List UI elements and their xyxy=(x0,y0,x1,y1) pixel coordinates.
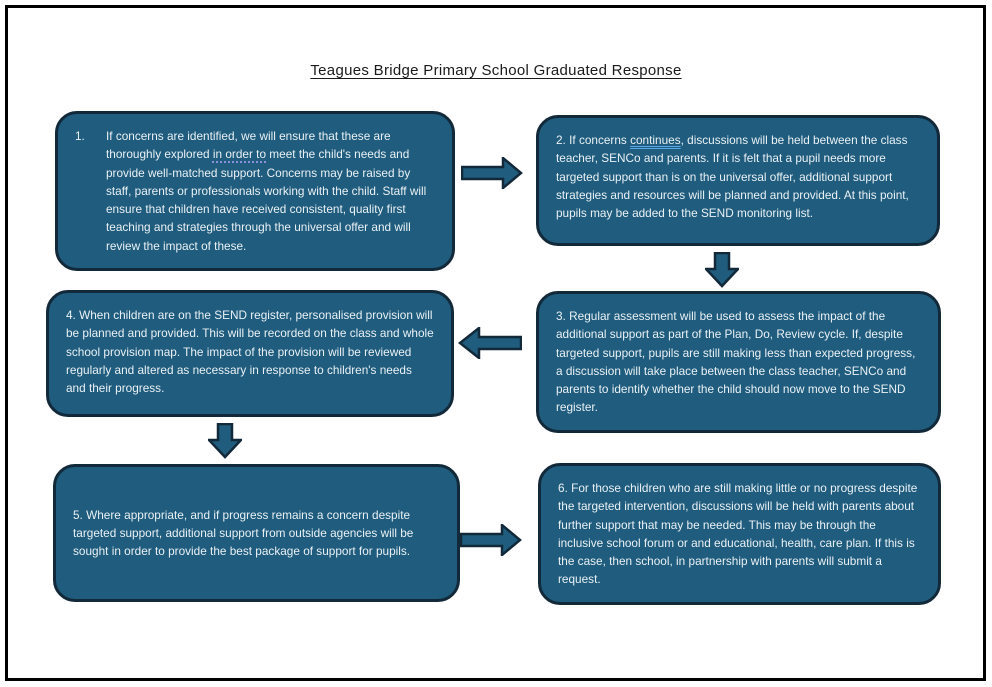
step-4-text: 4. When children are on the SEND register, personalised provision will be planned and provided. This will be recorded on the class and whole school provision map. The impact of the provision will be reviewed regularly and altered as necessary in response to children's needs and their progress. xyxy=(66,308,434,396)
arrow-right-icon xyxy=(461,157,523,189)
page-title-text: Teagues Bridge Primary School Graduated Response xyxy=(310,62,682,79)
step-1-number: 1. xyxy=(75,129,85,143)
step-1-text-before: If concerns are identified, we will ensure that these are thoroughly explored xyxy=(106,129,391,162)
step-box-6 xyxy=(538,463,941,605)
step-6-text: 6. For those children who are still making little or no progress despite the targeted intervention, discussions will be held with parents about further support that may be needed. This may be through the inclusive school forum or and educational, health, care plan. If this is the case, then school, in partnership with parents will submit a request. xyxy=(558,481,918,587)
arrow-down-icon xyxy=(208,423,242,459)
step-2-text-before: 2. If concerns xyxy=(556,133,631,147)
step-3-text: 3. Regular assessment will be used to assess the impact of the additional support as part of the Plan, Do, Review cycle. If, despite targeted support, pupils are still making less than expected progress, a discussion will take place between the class teacher, SENCo and parents to identify whether the child should now move to the SEND register. xyxy=(556,309,916,415)
arrow-right-icon xyxy=(460,524,522,556)
step-box-5 xyxy=(53,464,460,602)
step-5-text: 5. Where appropriate, and if progress remains a concern despite targeted support, additional support from outside agencies will be sought in order to provide the best package of support for pupils. xyxy=(73,507,414,559)
step-box-3 xyxy=(536,291,941,433)
page-title xyxy=(0,62,992,79)
step-2-text-after: , discussions will be held between the class teacher, SENCo and parents. If it is felt that a pupil needs more targeted support than is on the universal offer, additional support strategies and resources will be planned and provided. At this point, pupils may be added to the SEND monitoring list. xyxy=(556,133,909,221)
step-box-2 xyxy=(536,115,940,246)
arrow-left-icon xyxy=(458,327,522,359)
step-1-text xyxy=(106,127,435,255)
step-box-1 xyxy=(55,111,455,271)
step-2-text xyxy=(556,133,909,220)
arrow-down-icon xyxy=(705,252,739,288)
step-2-grammar-marked-text: continues xyxy=(630,133,681,147)
step-1-text-after: meet the child's needs and provide well-matched support. Concerns may be raised by staff, parents or professionals working with the child. Staff will ensure that children have received consistent, quality first teaching and strategies through the universal offer and will review the impact of these. xyxy=(106,147,427,253)
step-1-grammar-marked-text: in order to xyxy=(212,147,267,162)
step-box-4 xyxy=(46,290,454,417)
